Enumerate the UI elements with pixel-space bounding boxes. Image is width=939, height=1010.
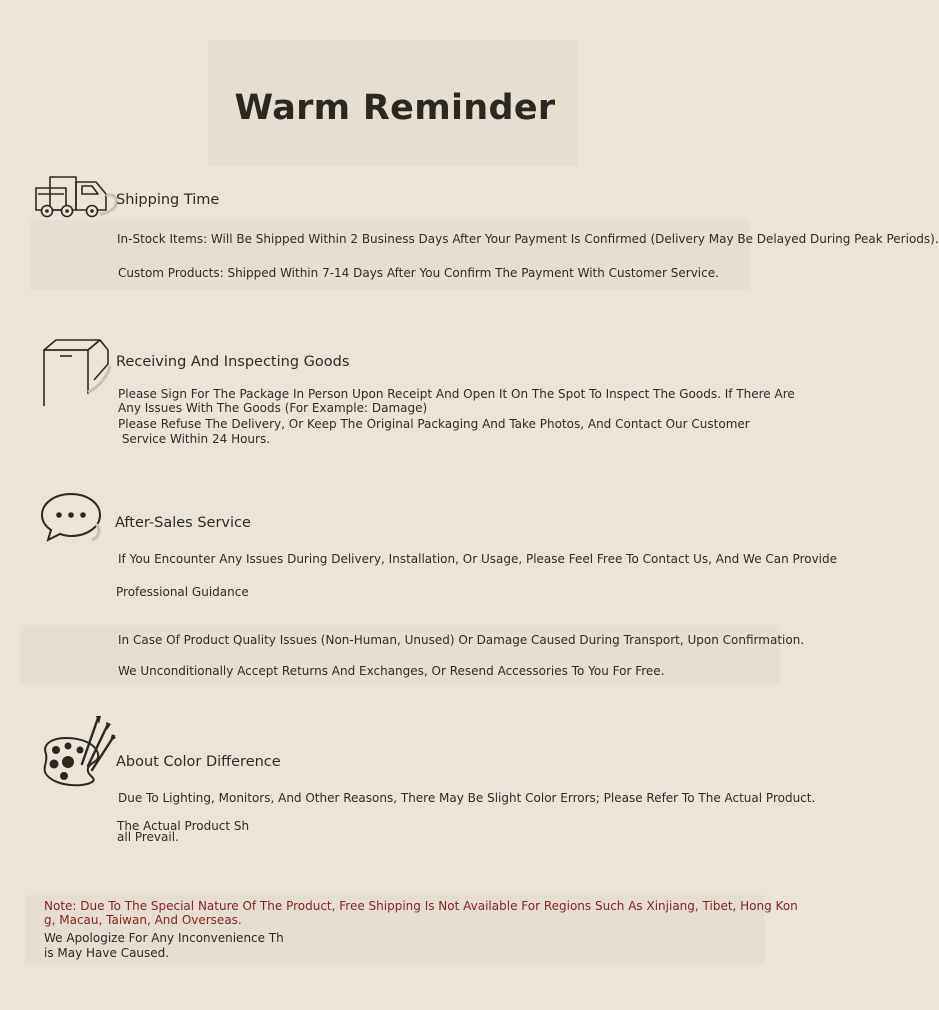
section-title-color: About Color Difference <box>116 754 281 770</box>
paint-palette-icon <box>38 714 118 788</box>
color-line-3: all Prevail. <box>117 830 179 844</box>
section-title-receiving: Receiving And Inspecting Goods <box>116 354 350 370</box>
footer-note-line-2: g, Macau, Taiwan, And Overseas. <box>44 913 242 927</box>
footer-note-line-1: Note: Due To The Special Nature Of The Product, Free Shipping Is Not Available For Regions Such As Xinjiang, Tibet, Hong Kon <box>44 899 798 913</box>
section-title-shipping: Shipping Time <box>116 192 220 208</box>
footer-apology-line-2: is May Have Caused. <box>44 946 170 960</box>
receiving-line-2: Any Issues With The Goods (For Example: Damage) <box>118 401 428 415</box>
color-line-1: Due To Lighting, Monitors, And Other Reasons, There May Be Slight Color Errors; Please Refer To The Actual Product. <box>118 791 816 805</box>
aftersales-line-2: Professional Guidance <box>116 585 249 599</box>
receiving-line-1: Please Sign For The Package In Person Upon Receipt And Open It On The Spot To Inspect The Goods. If There Are <box>118 387 795 401</box>
chat-bubble-icon <box>38 490 108 546</box>
page-title: Warm Reminder <box>234 88 556 128</box>
footer-apology-line-1: We Apologize For Any Inconvenience Th <box>44 931 284 945</box>
receiving-line-3: Please Refuse The Delivery, Or Keep The Original Packaging And Take Photos, And Contact Our Customer <box>118 417 750 431</box>
package-box-icon <box>38 336 114 412</box>
receiving-line-4: Service Within 24 Hours. <box>118 432 271 446</box>
shipping-line-2: Custom Products: Shipped Within 7-14 Days After You Confirm The Payment With Customer Service. <box>118 266 719 280</box>
delivery-truck-icon <box>34 174 124 222</box>
aftersales-line-3: In Case Of Product Quality Issues (Non-Human, Unused) Or Damage Caused During Transport, Upon Confirmation. <box>118 633 805 647</box>
aftersales-line-1: If You Encounter Any Issues During Delivery, Installation, Or Usage, Please Feel Free To Contact Us, And We Can Provide <box>118 552 838 566</box>
shipping-line-1: In-Stock Items: Will Be Shipped Within 2 Business Days After Your Payment Is Confirmed (Delivery May Be Delayed During Peak Periods). <box>117 232 939 246</box>
color-line-2: The Actual Product Sh <box>117 819 250 833</box>
section-title-aftersales: After-Sales Service <box>115 515 251 531</box>
aftersales-line-4: We Unconditionally Accept Returns And Exchanges, Or Resend Accessories To You For Free. <box>118 664 665 678</box>
